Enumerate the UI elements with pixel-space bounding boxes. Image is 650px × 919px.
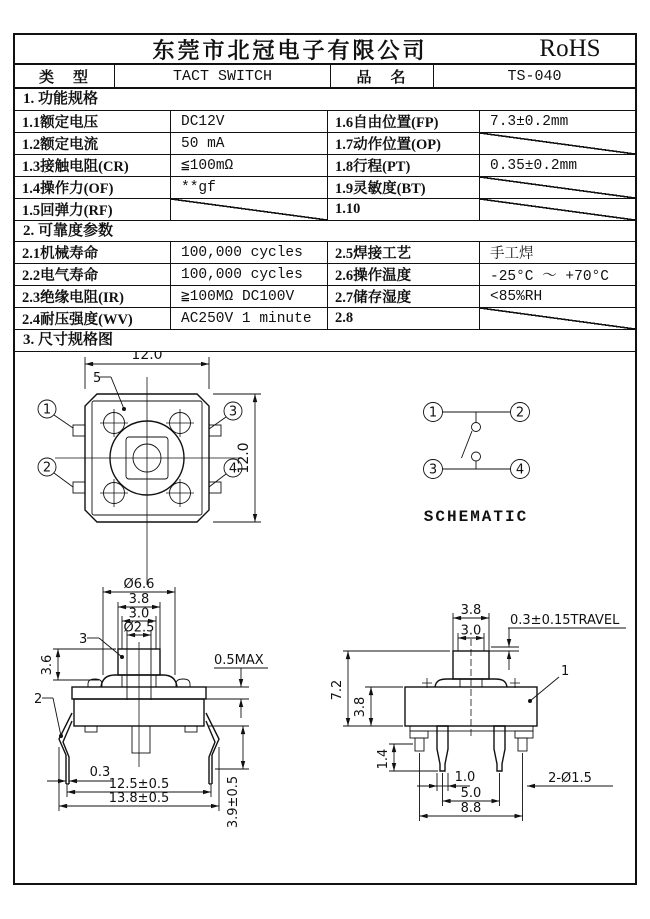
spec-value-na bbox=[480, 199, 635, 220]
spec-label: 1.7动作位置(OP) bbox=[328, 133, 480, 154]
spec-value: 0.35±0.2mm bbox=[490, 157, 578, 174]
svg-text:0.3±0.15TRAVEL: 0.3±0.15TRAVEL bbox=[510, 613, 620, 628]
spec-value-na bbox=[480, 308, 635, 329]
schematic-pin-2: 2 bbox=[515, 405, 525, 421]
spec-value-na bbox=[171, 199, 328, 220]
pin-callout-1 bbox=[38, 400, 73, 428]
side-stem-inner-dim: 3.0 bbox=[460, 623, 482, 639]
post-dia-dim bbox=[527, 771, 613, 786]
svg-text:4: 4 bbox=[228, 461, 238, 477]
terminal-tab bbox=[73, 425, 85, 436]
svg-text:0.3: 0.3 bbox=[89, 765, 111, 780]
body-ledge bbox=[410, 726, 533, 731]
spec-label: 1.5回弹力(RF) bbox=[15, 199, 171, 220]
leg-callout-2 bbox=[34, 692, 63, 738]
mounting-leg-right bbox=[206, 713, 219, 784]
sheet-frame bbox=[13, 33, 637, 885]
spec-value-na bbox=[480, 177, 635, 198]
product-name-value: TS-040 bbox=[507, 67, 562, 85]
table-row bbox=[15, 111, 635, 133]
step-dim bbox=[206, 653, 268, 718]
spec-label: 1.6自由位置(FP) bbox=[328, 111, 480, 132]
svg-text:2: 2 bbox=[42, 460, 52, 476]
terminal-pin-left bbox=[437, 726, 448, 771]
body-foot bbox=[185, 726, 197, 732]
spec-label: 2.3绝缘电阻(IR) bbox=[15, 286, 171, 307]
spec-label: 1.8行程(PT) bbox=[328, 155, 480, 176]
spec-label: 2.5焊接工艺 bbox=[328, 242, 480, 263]
spec-label: 1.9灵敏度(BT) bbox=[328, 177, 480, 198]
svg-text:2-Ø1.5: 2-Ø1.5 bbox=[548, 771, 592, 786]
spec-value: ≦100mΩ bbox=[171, 155, 328, 176]
center-post bbox=[132, 726, 150, 753]
table-row bbox=[15, 286, 635, 308]
side-view-drawing bbox=[330, 603, 626, 821]
table-row bbox=[15, 155, 635, 177]
svg-text:1: 1 bbox=[561, 664, 570, 679]
spec-value: -25°C ～ +70°C bbox=[490, 269, 609, 285]
spec-value: 手工焊 bbox=[490, 247, 534, 263]
spec-value: 100,000 cycles bbox=[171, 264, 328, 285]
spec-label: 2.7储存湿度 bbox=[328, 286, 480, 307]
leg-thickness-dim bbox=[47, 765, 113, 781]
body-callout-1 bbox=[528, 664, 569, 703]
schematic-pin-3: 3 bbox=[428, 462, 438, 478]
svg-text:1.0: 1.0 bbox=[454, 770, 476, 785]
terminal-tab bbox=[73, 482, 85, 493]
spec-value: DC12V bbox=[171, 111, 328, 132]
spec-value: 100,000 cycles bbox=[171, 242, 328, 263]
spec-label: 2.8 bbox=[328, 308, 480, 329]
terminal-pin-right bbox=[494, 726, 505, 771]
cover-bump bbox=[176, 679, 190, 687]
table-row bbox=[15, 308, 635, 330]
contact-fixed bbox=[472, 423, 481, 432]
schematic-label: SCHEMATIC bbox=[423, 508, 529, 526]
support-post-left bbox=[410, 731, 428, 751]
side-stem-width-dim: 3.8 bbox=[460, 603, 482, 618]
rivet-top-left bbox=[100, 409, 128, 437]
spec-value: 7.3±0.2mm bbox=[490, 113, 569, 130]
mounting-leg-left bbox=[59, 713, 72, 784]
contact-movable bbox=[462, 431, 473, 458]
schematic-pin-4: 4 bbox=[515, 462, 525, 478]
product-name-label: 品 名 bbox=[331, 65, 434, 87]
table-row bbox=[15, 264, 635, 286]
front-overall-width-dim: 13.8±0.5 bbox=[108, 791, 170, 806]
spec-value: ≧100MΩ DC100V bbox=[171, 286, 328, 307]
rivet-bottom-right bbox=[166, 479, 194, 507]
section1-title: 1. 功能规格 bbox=[15, 89, 635, 111]
rivet-top-right bbox=[166, 409, 194, 437]
front-stem-width-dim: 3.8 bbox=[128, 592, 150, 607]
svg-text:3: 3 bbox=[79, 632, 88, 647]
body-foot bbox=[85, 726, 97, 732]
svg-text:1: 1 bbox=[42, 402, 52, 418]
table-row bbox=[15, 242, 635, 264]
front-actuator-dia-dim: Ø2.5 bbox=[123, 620, 155, 636]
front-cap-dia-dim: Ø6.6 bbox=[123, 577, 155, 592]
front-view-drawing bbox=[34, 577, 268, 828]
type-value: TACT SWITCH bbox=[115, 65, 331, 87]
table-row bbox=[15, 177, 635, 199]
spec-label: 1.4操作力(OF) bbox=[15, 177, 171, 198]
spec-value-na bbox=[480, 133, 635, 154]
dimension-drawings-svg bbox=[15, 352, 635, 882]
section2-title: 2. 可靠度参数 bbox=[15, 221, 635, 242]
cover-callout-5 bbox=[93, 371, 126, 411]
side-total-height-dim: 7.2 bbox=[330, 679, 345, 701]
title-bar bbox=[15, 35, 635, 65]
spec-label: 2.1机械寿命 bbox=[15, 242, 171, 263]
rohs-mark: RoHS bbox=[539, 35, 601, 62]
company-name: 东莞市北冠电子有限公司 bbox=[152, 37, 428, 63]
front-stem-inner-dim: 3.0 bbox=[128, 606, 150, 622]
svg-text:0.5MAX: 0.5MAX bbox=[214, 653, 264, 668]
table-row bbox=[15, 133, 635, 155]
spec-label: 2.2电气寿命 bbox=[15, 264, 171, 285]
spec-value: AC250V 1 minute bbox=[171, 308, 328, 329]
type-label: 类 型 bbox=[15, 65, 115, 87]
table-row bbox=[15, 199, 635, 221]
front-leg-pitch-dim: 12.5±0.5 bbox=[108, 777, 170, 792]
travel-dim bbox=[489, 613, 626, 670]
terminal-tab bbox=[209, 425, 221, 436]
svg-text:3: 3 bbox=[228, 404, 238, 420]
svg-text:5: 5 bbox=[93, 371, 102, 386]
spec-label: 1.1额定电压 bbox=[15, 111, 171, 132]
contact-fixed bbox=[472, 452, 481, 461]
side-pin-span-dim: 8.8 bbox=[460, 801, 482, 816]
stem-callout-3 bbox=[79, 632, 124, 659]
top-view-width-dim: 12.0 bbox=[131, 352, 163, 363]
front-leg-height-dim: 3.9±0.5 bbox=[226, 775, 241, 829]
type-row bbox=[15, 65, 635, 89]
spec-value: <85%RH bbox=[490, 288, 543, 305]
schematic-pin-1: 1 bbox=[428, 405, 438, 421]
top-view-drawing bbox=[38, 352, 261, 585]
pin-callout-2 bbox=[38, 458, 73, 487]
top-view-height-dim: 12.0 bbox=[236, 442, 252, 474]
rivet-bottom-left bbox=[100, 479, 128, 507]
side-pin-tip-dim: 1.4 bbox=[376, 748, 391, 770]
side-pin-pitch-dim: 5.0 bbox=[460, 786, 482, 801]
spec-label: 1.3接触电阻(CR) bbox=[15, 155, 171, 176]
pin-callout-4 bbox=[209, 459, 242, 487]
terminal-tab bbox=[209, 482, 221, 493]
spec-label: 1.10 bbox=[328, 199, 480, 220]
schematic-drawing bbox=[424, 403, 530, 527]
side-body-height-dim: 3.8 bbox=[353, 696, 368, 718]
spec-label: 1.2额定电流 bbox=[15, 133, 171, 154]
spec-value: 50 mA bbox=[171, 133, 328, 154]
spec-label: 2.4耐压强度(WV) bbox=[15, 308, 171, 329]
section3-title: 3. 尺寸规格图 bbox=[15, 330, 635, 352]
dimension-drawings bbox=[15, 352, 635, 882]
support-post-right bbox=[515, 731, 533, 751]
front-stem-height-dim: 3.6 bbox=[40, 654, 55, 676]
spec-label: 2.6操作温度 bbox=[328, 264, 480, 285]
svg-text:2: 2 bbox=[34, 692, 43, 707]
spec-value: **gf bbox=[171, 177, 328, 198]
